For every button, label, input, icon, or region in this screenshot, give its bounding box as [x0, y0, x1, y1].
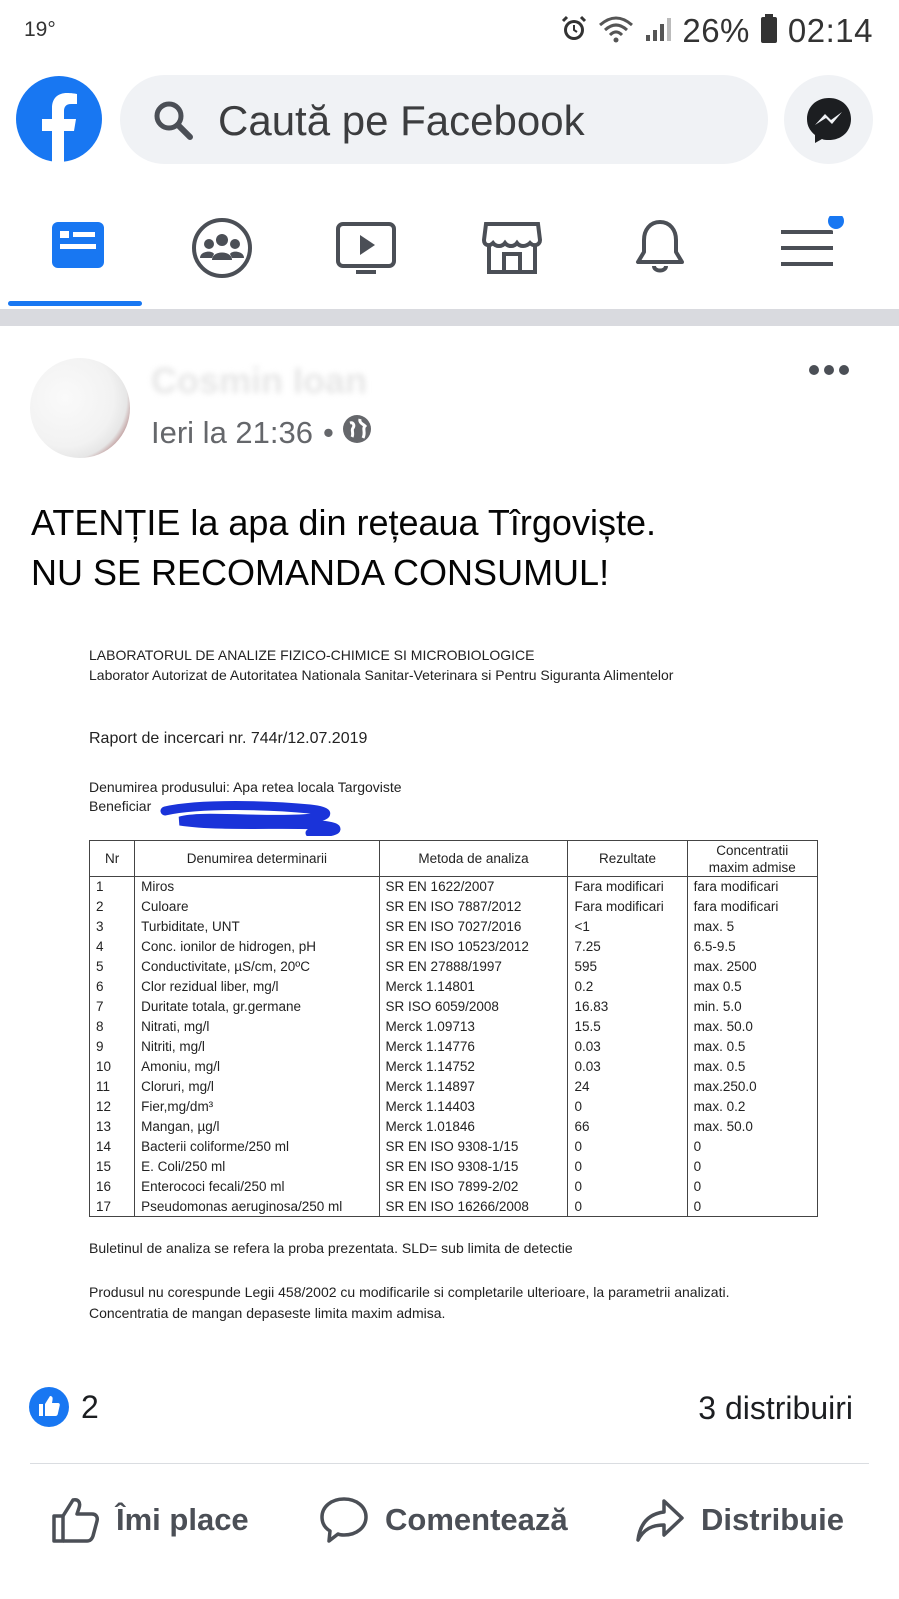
- table-row: [90, 1077, 818, 1097]
- table-row: [90, 1097, 818, 1117]
- alarm-icon: [560, 15, 588, 48]
- analysis-note: Buletinul de analiza se refera la proba prezentata. SLD= sub limita de detectie: [89, 1240, 573, 1256]
- table-row: [90, 1157, 818, 1177]
- notification-dot-icon: [827, 216, 845, 230]
- cell-name: Conductivitate, µS/cm, 20ºC: [135, 957, 379, 977]
- globe-icon: [342, 414, 372, 452]
- more-options-icon: [806, 362, 856, 392]
- cell-limit: max. 0.2: [687, 1097, 817, 1117]
- cell-limit: max. 0.5: [687, 1057, 817, 1077]
- cell-method: SR EN ISO 9308-1/15: [379, 1137, 568, 1157]
- cell-result: 595: [568, 957, 687, 977]
- cell-result: 7.25: [568, 937, 687, 957]
- tab-bar: [0, 190, 899, 308]
- feed-separator: [0, 309, 899, 326]
- cell-limit: fara modificari: [687, 877, 817, 897]
- post-text-line: NU SE RECOMANDA CONSUMUL!: [31, 552, 610, 593]
- table-row: [90, 1137, 818, 1157]
- cell-name: Cloruri, mg/l: [135, 1077, 379, 1097]
- clock: 02:14: [787, 12, 873, 49]
- cell-method: Merck 1.14752: [379, 1057, 568, 1077]
- cell-result: 0: [568, 1137, 687, 1157]
- analysis-conclusion: [89, 1282, 729, 1324]
- cell-name: E. Coli/250 ml: [135, 1157, 379, 1177]
- temperature: 19°: [24, 18, 56, 41]
- table-row: [90, 1057, 818, 1077]
- cell-name: Bacterii coliforme/250 ml: [135, 1137, 379, 1157]
- table-row: [90, 1177, 818, 1197]
- cell-result: 0: [568, 1177, 687, 1197]
- table-row: [90, 1017, 818, 1037]
- groups-icon: [190, 216, 254, 280]
- tab-watch[interactable]: [294, 190, 434, 308]
- shares-count[interactable]: 3 distribuiri: [698, 1390, 853, 1426]
- cell-result: 0: [568, 1097, 687, 1117]
- cell-nr: 13: [90, 1117, 135, 1137]
- table-row: [90, 997, 818, 1017]
- post-text-line: ATENȚIE la apa din rețeaua Tîrgoviște.: [31, 502, 656, 543]
- status-bar: [0, 0, 899, 64]
- conclusion-line: Concentratia de mangan depaseste limita maxim admisa.: [89, 1305, 446, 1321]
- beneficiary: Beneficiar: [89, 798, 152, 814]
- author-name[interactable]: Cosmin Ioan: [151, 360, 368, 401]
- cell-limit: fara modificari: [687, 897, 817, 917]
- cell-limit: max. 0.5: [687, 1037, 817, 1057]
- battery-icon: [760, 14, 778, 49]
- redaction-scribble: [160, 801, 350, 836]
- cell-method: Merck 1.14776: [379, 1037, 568, 1057]
- post-timestamp[interactable]: Ieri la 21:36: [151, 415, 313, 450]
- cell-result: 24: [568, 1077, 687, 1097]
- cell-limit: max. 5: [687, 917, 817, 937]
- product-name: Denumirea produsului: Apa retea locala Targoviste: [89, 779, 402, 795]
- cell-method: SR EN ISO 10523/2012: [379, 937, 568, 957]
- cell-name: Nitriti, mg/l: [135, 1037, 379, 1057]
- cell-limit: 0: [687, 1157, 817, 1177]
- cell-nr: 10: [90, 1057, 135, 1077]
- cell-name: Conc. ionilor de hidrogen, pH: [135, 937, 379, 957]
- cell-nr: 16: [90, 1177, 135, 1197]
- cell-limit: max.250.0: [687, 1077, 817, 1097]
- cell-result: 0: [568, 1157, 687, 1177]
- cell-nr: 15: [90, 1157, 135, 1177]
- col-method: Metoda de analiza: [379, 841, 568, 877]
- table-row: [90, 877, 818, 897]
- search-icon: [152, 99, 194, 141]
- reaction-count: 2: [81, 1388, 99, 1425]
- like-reaction-icon: [29, 1387, 69, 1427]
- cell-nr: 14: [90, 1137, 135, 1157]
- tab-menu[interactable]: [735, 190, 875, 308]
- post-image-document[interactable]: [0, 620, 899, 1360]
- share-button[interactable]: [635, 1480, 844, 1560]
- author-avatar[interactable]: [30, 358, 130, 458]
- comment-icon: [319, 1495, 369, 1545]
- col-limit: [687, 841, 817, 877]
- cell-name: Amoniu, mg/l: [135, 1057, 379, 1077]
- cell-method: SR EN ISO 16266/2008: [379, 1197, 568, 1217]
- cell-nr: 5: [90, 957, 135, 977]
- cell-result: 0.2: [568, 977, 687, 997]
- like-label: Îmi place: [116, 1502, 249, 1537]
- cell-nr: 9: [90, 1037, 135, 1057]
- tab-groups[interactable]: [150, 190, 290, 308]
- cell-limit: 0: [687, 1137, 817, 1157]
- col-limit-line: maxim admise: [708, 859, 796, 875]
- cell-name: Fier,mg/dm³: [135, 1097, 379, 1117]
- cell-nr: 17: [90, 1197, 135, 1217]
- cell-limit: max 0.5: [687, 977, 817, 997]
- status-icons: [560, 12, 873, 50]
- cell-limit: 0: [687, 1177, 817, 1197]
- cell-result: 0.03: [568, 1057, 687, 1077]
- col-limit-line: Concentratii: [716, 842, 789, 858]
- cell-result: 66: [568, 1117, 687, 1137]
- thumbs-up-icon: [50, 1495, 100, 1545]
- cell-nr: 1: [90, 877, 135, 897]
- cell-method: SR EN ISO 7899-2/02: [379, 1177, 568, 1197]
- lab-header: [89, 645, 673, 685]
- table-row: [90, 897, 818, 917]
- menu-icon: [775, 216, 847, 280]
- cell-limit: min. 5.0: [687, 997, 817, 1017]
- search-placeholder: Caută pe Facebook: [218, 97, 585, 144]
- active-tab-indicator: [8, 301, 142, 306]
- battery-percent: 26%: [682, 12, 750, 49]
- col-nr: Nr: [90, 841, 135, 877]
- cell-method: SR EN ISO 7887/2012: [379, 897, 568, 917]
- cell-nr: 3: [90, 917, 135, 937]
- cell-limit: 6.5-9.5: [687, 937, 817, 957]
- cell-name: Duritate totala, gr.germane: [135, 997, 379, 1017]
- table-row: [90, 937, 818, 957]
- messenger-button[interactable]: [784, 75, 873, 164]
- comment-button[interactable]: [319, 1480, 568, 1560]
- cell-method: Merck 1.14403: [379, 1097, 568, 1117]
- tab-marketplace[interactable]: [440, 190, 580, 308]
- cell-method: Merck 1.14801: [379, 977, 568, 997]
- cell-nr: 6: [90, 977, 135, 997]
- messenger-icon: [805, 96, 853, 144]
- cell-limit: 0: [687, 1197, 817, 1217]
- cell-nr: 7: [90, 997, 135, 1017]
- cell-name: Mangan, µg/l: [135, 1117, 379, 1137]
- cell-nr: 12: [90, 1097, 135, 1117]
- cell-limit: max. 50.0: [687, 1017, 817, 1037]
- wifi-icon: [598, 15, 634, 48]
- post-actions: [0, 1480, 899, 1560]
- cell-limit: max. 50.0: [687, 1117, 817, 1137]
- cell-method: SR EN ISO 9308-1/15: [379, 1157, 568, 1177]
- cell-nr: 11: [90, 1077, 135, 1097]
- like-button[interactable]: [50, 1480, 249, 1560]
- cell-method: Merck 1.09713: [379, 1017, 568, 1037]
- cell-method: SR EN ISO 7027/2016: [379, 917, 568, 937]
- cell-name: Turbiditate, UNT: [135, 917, 379, 937]
- video-icon: [334, 216, 398, 280]
- cell-method: SR ISO 6059/2008: [379, 997, 568, 1017]
- share-arrow-icon: [635, 1495, 685, 1545]
- lab-name: LABORATORUL DE ANALIZE FIZICO-CHIMICE SI MICROBIOLOGICE: [89, 647, 535, 663]
- cell-method: SR EN 1622/2007: [379, 877, 568, 897]
- cell-result: 0: [568, 1197, 687, 1217]
- analysis-table: [89, 840, 818, 1217]
- table-row: [90, 1197, 818, 1217]
- cell-method: Merck 1.01846: [379, 1117, 568, 1137]
- cell-method: SR EN 27888/1997: [379, 957, 568, 977]
- search-bar[interactable]: [120, 75, 768, 164]
- cell-name: Nitrati, mg/l: [135, 1017, 379, 1037]
- cell-method: Merck 1.14897: [379, 1077, 568, 1097]
- comment-label: Comentează: [385, 1502, 568, 1537]
- meta-separator: •: [323, 415, 334, 450]
- table-row: [90, 917, 818, 937]
- cell-name: Miros: [135, 877, 379, 897]
- share-label: Distribuie: [701, 1502, 844, 1537]
- footer-divider: [30, 1463, 869, 1464]
- news-feed-icon: [48, 216, 108, 276]
- cell-result: 16.83: [568, 997, 687, 1017]
- post-meta: [151, 414, 372, 452]
- facebook-logo-icon[interactable]: [16, 76, 102, 162]
- conclusion-line: Produsul nu corespunde Legii 458/2002 cu modificarile si completarile ulterioare, la parametrii analizati.: [89, 1284, 730, 1300]
- col-name: Denumirea determinarii: [135, 841, 379, 877]
- table-row: [90, 1037, 818, 1057]
- cell-name: Clor rezidual liber, mg/l: [135, 977, 379, 997]
- table-row: [90, 977, 818, 997]
- cell-result: Fara modificari: [568, 897, 687, 917]
- tab-news-feed[interactable]: [8, 190, 148, 308]
- lab-authorization: Laborator Autorizat de Autoritatea Nationala Sanitar-Veterinara si Pentru Siguranta Alimentelor: [89, 667, 674, 683]
- cell-nr: 8: [90, 1017, 135, 1037]
- table-row: [90, 1117, 818, 1137]
- cell-result: <1: [568, 917, 687, 937]
- report-number: Raport de incercari nr. 744r/12.07.2019: [89, 730, 368, 747]
- cell-result: 15.5: [568, 1017, 687, 1037]
- cell-nr: 2: [90, 897, 135, 917]
- col-result: Rezultate: [568, 841, 687, 877]
- cell-nr: 4: [90, 937, 135, 957]
- cell-result: 0.03: [568, 1037, 687, 1057]
- bell-icon: [628, 216, 692, 280]
- signal-icon: [644, 15, 672, 48]
- table-row: [90, 957, 818, 977]
- cell-name: Culoare: [135, 897, 379, 917]
- tab-notifications[interactable]: [588, 190, 728, 308]
- cell-name: Pseudomonas aeruginosa/250 ml: [135, 1197, 379, 1217]
- post-options-button[interactable]: [806, 362, 856, 392]
- cell-limit: max. 2500: [687, 957, 817, 977]
- reactions-summary[interactable]: [29, 1387, 99, 1427]
- cell-result: Fara modificari: [568, 877, 687, 897]
- store-icon: [480, 216, 544, 280]
- post-text: [31, 498, 656, 598]
- cell-name: Enterococi fecali/250 ml: [135, 1177, 379, 1197]
